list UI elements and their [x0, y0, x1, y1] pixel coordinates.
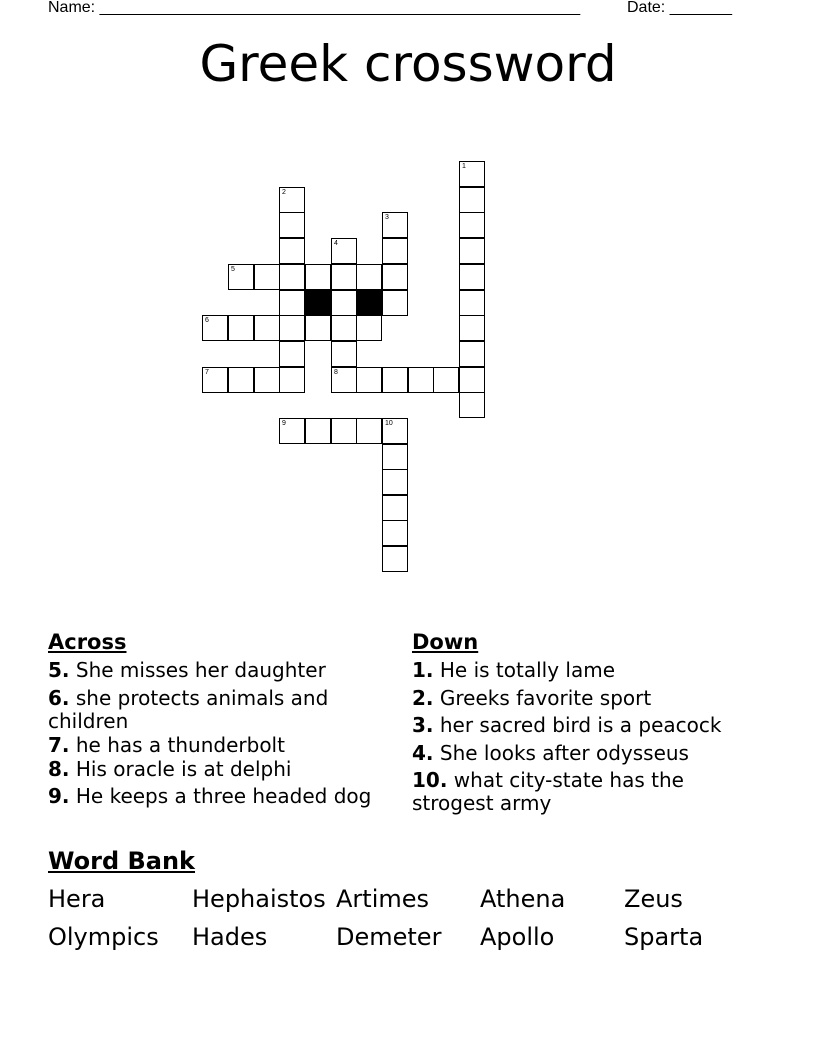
clue-text: She looks after odysseus: [439, 741, 689, 765]
grid-cell[interactable]: [382, 212, 408, 238]
clue-number: 7: [205, 369, 209, 376]
grid-cell[interactable]: [279, 315, 305, 341]
grid-cell[interactable]: [202, 315, 228, 341]
grid-cell[interactable]: [254, 315, 280, 341]
name-line: ______________________________________________________: [99, 0, 581, 16]
date-line: _______: [669, 0, 732, 16]
clue-number: 1: [462, 163, 466, 170]
clue-text: He keeps a three headed dog: [75, 784, 372, 808]
across-clue: [48, 785, 393, 808]
name-label: Name:: [48, 0, 96, 16]
grid-cell[interactable]: [356, 418, 382, 444]
word-bank-item: Athena: [480, 885, 566, 913]
down-clue: [412, 659, 752, 682]
word-bank-item: Zeus: [624, 885, 683, 913]
grid-cell[interactable]: [382, 238, 408, 264]
grid-cell[interactable]: [202, 367, 228, 393]
clue-num: 3.: [412, 713, 434, 737]
grid-cell[interactable]: [459, 238, 485, 264]
clue-number: 8: [334, 369, 338, 376]
clue-num: 4.: [412, 741, 434, 765]
grid-cell[interactable]: [382, 520, 408, 546]
clue-text: She misses her daughter: [75, 658, 326, 682]
word-bank-item: Hades: [192, 923, 268, 951]
grid-cell[interactable]: [279, 290, 305, 316]
grid-cell[interactable]: [459, 392, 485, 418]
date-label: Date:: [627, 0, 666, 16]
clue-number: 3: [385, 214, 389, 221]
clue-num: 7.: [48, 733, 70, 757]
grid-cell[interactable]: [382, 367, 408, 393]
down-clue: [412, 769, 712, 815]
clue-num: 6.: [48, 686, 70, 710]
down-clue: [412, 742, 752, 765]
word-bank-item: Apollo: [480, 923, 555, 951]
grid-cell[interactable]: [382, 418, 408, 444]
clue-num: 10.: [412, 768, 448, 792]
across-clue: [48, 734, 378, 757]
grid-cell[interactable]: [459, 212, 485, 238]
grid-cell[interactable]: [459, 187, 485, 213]
grid-cell[interactable]: [459, 290, 485, 316]
clue-num: 1.: [412, 658, 434, 682]
grid-cell[interactable]: [305, 315, 331, 341]
across-clue: [48, 659, 378, 682]
grid-cell[interactable]: [331, 290, 357, 316]
across-clue: [48, 687, 378, 733]
grid-cell[interactable]: [459, 315, 485, 341]
grid-cell[interactable]: [228, 315, 254, 341]
grid-cell[interactable]: [459, 161, 485, 187]
grid-cell[interactable]: [254, 264, 280, 290]
clue-text: His oracle is at delphi: [75, 757, 292, 781]
grid-cell[interactable]: [331, 264, 357, 290]
grid-cell[interactable]: [228, 264, 254, 290]
word-bank-item: Sparta: [624, 923, 704, 951]
grid-cell[interactable]: [305, 264, 331, 290]
clue-text: He is totally lame: [439, 658, 615, 682]
clue-text: Greeks favorite sport: [439, 686, 652, 710]
grid-cell[interactable]: [408, 367, 434, 393]
grid-cell[interactable]: [382, 264, 408, 290]
word-bank-item: Hephaistos: [192, 885, 326, 913]
grid-cell[interactable]: [279, 212, 305, 238]
grid-cell[interactable]: [279, 238, 305, 264]
grid-cell[interactable]: [356, 315, 382, 341]
grid-cell[interactable]: [331, 315, 357, 341]
black-cell: [305, 290, 331, 316]
grid-cell[interactable]: [382, 495, 408, 521]
grid-cell[interactable]: [279, 264, 305, 290]
grid-cell[interactable]: [433, 367, 459, 393]
grid-cell[interactable]: [459, 341, 485, 367]
clue-text: her sacred bird is a peacock: [439, 713, 722, 737]
word-bank-item: Olympics: [48, 923, 159, 951]
down-heading: Down: [412, 630, 479, 654]
clue-number: 2: [282, 189, 286, 196]
grid-cell[interactable]: [279, 341, 305, 367]
grid-cell[interactable]: [382, 444, 408, 470]
grid-cell[interactable]: [459, 367, 485, 393]
grid-cell[interactable]: [279, 187, 305, 213]
across-clue: [48, 758, 378, 781]
grid-cell[interactable]: [459, 264, 485, 290]
black-cell: [356, 290, 382, 316]
grid-cell[interactable]: [331, 418, 357, 444]
grid-cell[interactable]: [331, 238, 357, 264]
grid-cell[interactable]: [254, 367, 280, 393]
page-title: Greek crossword: [199, 35, 617, 93]
clue-text: he has a thunderbolt: [75, 733, 285, 757]
word-bank-item: Demeter: [336, 923, 442, 951]
clue-num: 9.: [48, 784, 70, 808]
clue-text: what city-state has the strogest army: [412, 768, 684, 815]
grid-cell[interactable]: [382, 546, 408, 572]
word-bank-item: Hera: [48, 885, 106, 913]
grid-cell[interactable]: [331, 367, 357, 393]
grid-cell[interactable]: [279, 418, 305, 444]
clue-num: 5.: [48, 658, 70, 682]
grid-cell[interactable]: [382, 469, 408, 495]
grid-cell[interactable]: [356, 367, 382, 393]
clue-number: 4: [334, 240, 338, 247]
down-clue: [412, 714, 752, 737]
across-heading: Across: [48, 630, 127, 654]
clue-number: 6: [205, 317, 209, 324]
grid-cell[interactable]: [279, 367, 305, 393]
clue-number: 9: [282, 420, 286, 427]
grid-cell[interactable]: [356, 264, 382, 290]
clue-number: 10: [385, 420, 393, 427]
grid-cell[interactable]: [305, 418, 331, 444]
down-clue: [412, 687, 752, 710]
word-bank-heading: Word Bank: [48, 847, 196, 875]
word-bank-item: Artimes: [336, 885, 430, 913]
clue-num: 2.: [412, 686, 434, 710]
grid-cell[interactable]: [331, 341, 357, 367]
grid-cell[interactable]: [382, 290, 408, 316]
clue-num: 8.: [48, 757, 70, 781]
clue-number: 5: [231, 266, 235, 273]
clue-text: she protects animals and children: [48, 686, 329, 733]
grid-cell[interactable]: [228, 367, 254, 393]
